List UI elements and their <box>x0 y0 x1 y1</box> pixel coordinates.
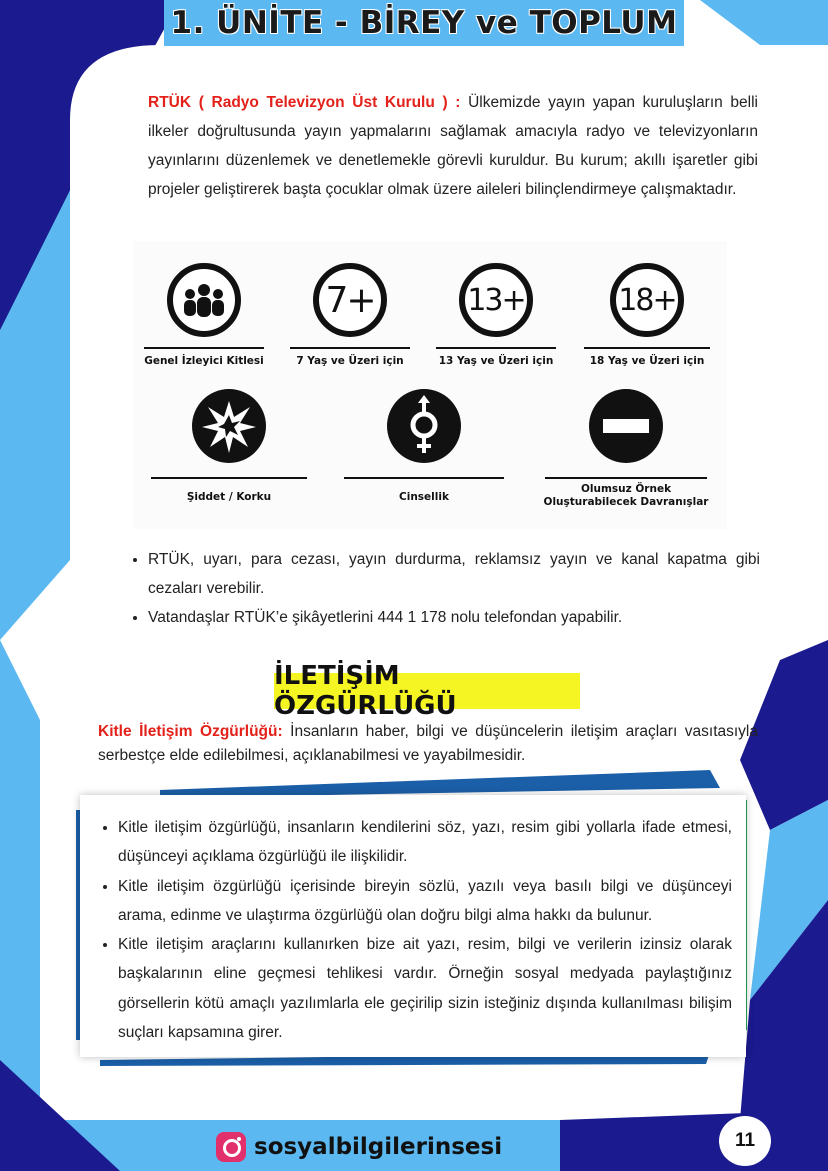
age-18-icon <box>610 263 684 337</box>
page-number: 11 <box>719 1116 771 1166</box>
gender-icon <box>387 389 461 463</box>
info-box <box>80 795 746 1057</box>
unit-title-banner <box>164 0 684 46</box>
instagram-icon <box>216 1132 246 1162</box>
kitle-definition <box>98 720 758 768</box>
symbol-violence <box>151 389 307 504</box>
symbol-rule <box>436 347 556 349</box>
rtuk-label: RTÜK ( Radyo Televizyon Üst Kurulu ) : <box>148 94 461 111</box>
symbol-rule <box>144 347 264 349</box>
symbol-negative-behavior <box>543 389 709 509</box>
list-item: • RTÜK, uyarı, para cezası, yayın durdurma, reklamsız yayın ve kanal kapatma gibi cezaları verebilir. <box>148 545 760 603</box>
kitle-label: Kitle İletişim Özgürlüğü: <box>98 723 283 740</box>
symbol-sexuality <box>344 389 504 504</box>
symbol-rule <box>290 347 410 349</box>
symbol-rule <box>545 477 707 479</box>
section-title: İLETİŞİM ÖZGÜRLÜĞÜ <box>274 661 457 721</box>
list-item: • Kitle iletişim özgürlüğü, insanların kendilerini söz, yazı, resim gibi yollarla ifade etmesi, düşünceyi açıklama özgürlüğü ile ilişkilidir. <box>118 813 732 872</box>
age-badge-text: 13+ <box>467 282 525 318</box>
symbol-rule <box>344 477 504 479</box>
section-title-highlight <box>274 661 580 721</box>
age-13-icon <box>459 263 533 337</box>
family-icon <box>167 263 241 337</box>
no-entry-icon <box>589 389 663 463</box>
list-item: • Vatandaşlar RTÜK’e şikâyetlerini 444 1 178 nolu telefondan yapabilir. <box>148 603 760 632</box>
list-item: • Kitle iletişim araçlarını kullanırken bize ait yazı, resim, bilgi ve verilerin izinsiz olarak başkalarının eline geçmesi tehlikesi vardır. Örneğin sosyal medyada paylaştığınız görsellerin kötü amaçlı yazılımlarla ele geçirilip sizin isteğiniz dışında kullanılması bilişim suçları kapsamına girer. <box>118 930 732 1047</box>
age-badge-text: 18+ <box>618 282 676 318</box>
symbol-caption: Şiddet / Korku <box>186 491 272 503</box>
rtuk-bullet-list <box>120 545 760 632</box>
symbol-caption: 7 Yaş ve Üzeri için <box>296 355 404 367</box>
symbol-caption: Olumsuz Örnek Oluşturabilecek Davranışlar <box>543 483 709 508</box>
symbol-rule <box>151 477 307 479</box>
info-box-list <box>90 813 732 1047</box>
symbol-caption: 13 Yaş ve Üzeri için <box>438 355 554 367</box>
smart-signs-panel <box>133 241 727 529</box>
footer-social <box>216 1132 502 1162</box>
symbol-caption: Cinsellik <box>399 491 449 503</box>
unit-title: 1. ÜNİTE - BİREY ve TOPLUM <box>170 5 678 41</box>
age-badge-text: 7+ <box>325 279 375 321</box>
explosion-icon <box>192 389 266 463</box>
rtuk-paragraph <box>148 88 758 204</box>
list-item: • Kitle iletişim özgürlüğü içerisinde bireyin sözlü, yazılı veya basılı bilgi ve düşünceyi arama, edinme ve ulaştırma özgürlüğü olan doğru bilgi alma hakkı da bulunur. <box>118 872 732 931</box>
symbol-general-audience <box>139 263 269 368</box>
symbol-age-13 <box>431 263 561 368</box>
symbol-age-18 <box>577 263 717 368</box>
symbol-caption: Genel İzleyici Kitlesi <box>144 355 264 367</box>
social-handle: sosyalbilgilerinsesi <box>254 1134 503 1160</box>
symbol-caption: 18 Yaş ve Üzeri için <box>589 355 705 367</box>
age-7-icon <box>313 263 387 337</box>
symbol-age-7 <box>285 263 415 368</box>
kitle-text: İnsanların haber, bilgi ve düşüncelerin iletişim araçları vasıtasıyla serbestçe elde edilebilmesi, açıklanabilmesi ve yayabilmesidir. <box>98 723 758 764</box>
rtuk-text: Ülkemizde yayın yapan kuruluşların belli ilkeler doğrultusunda yayın yapmalarını sağlamak amacıyla radyo ve televizyonların yayınlarını düzenlemek ve denetlemekle görevli kuruldur. Bu kurum; akıllı işaretler gibi projeler geliştirerek başta çocuklar olmak üzere aileleri bilinçlendirmeye çalışmaktadır. <box>148 94 758 198</box>
symbol-rule <box>584 347 710 349</box>
